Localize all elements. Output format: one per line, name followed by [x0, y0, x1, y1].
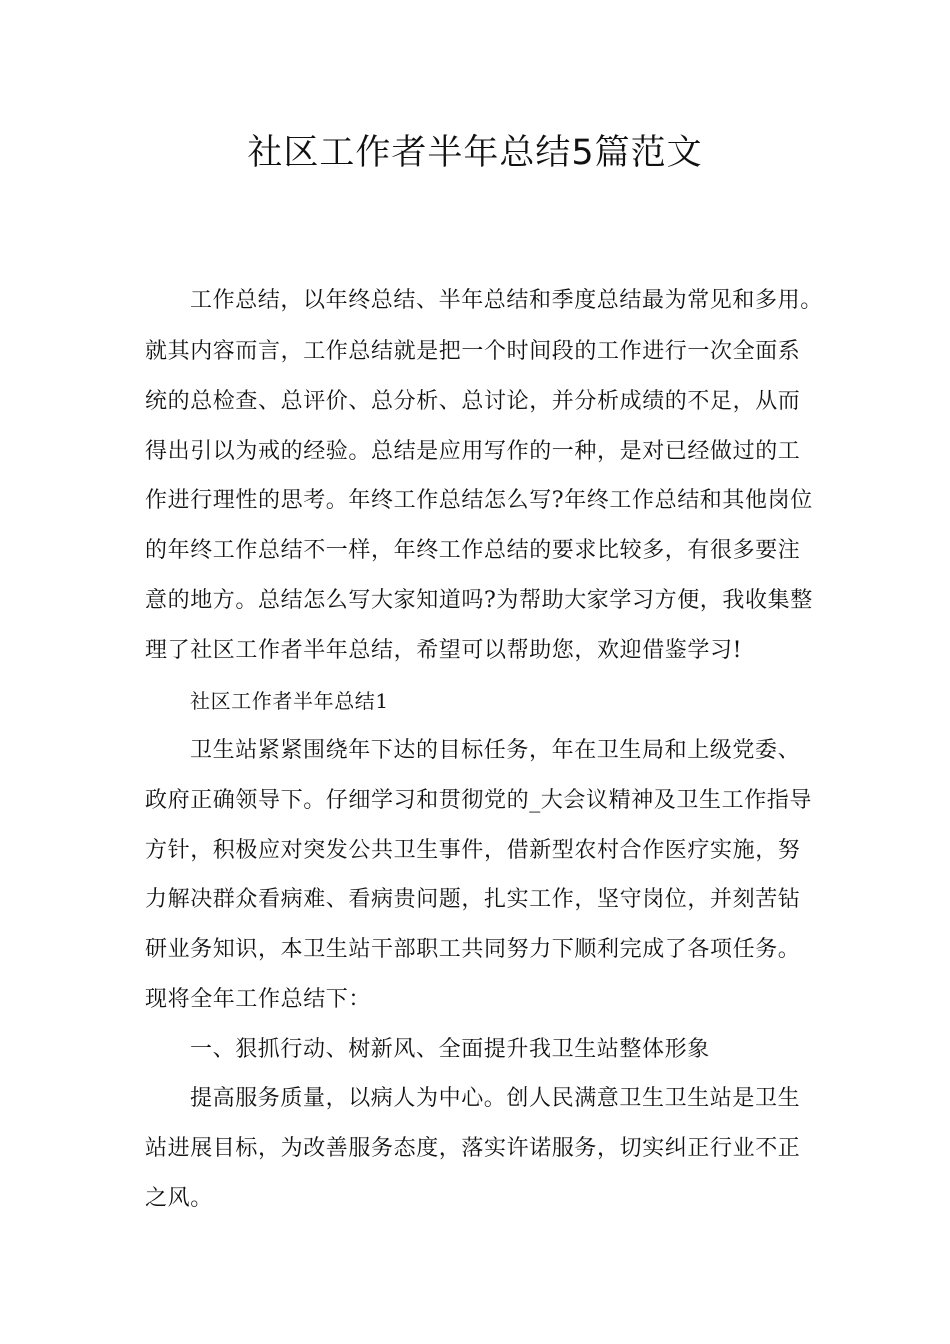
body-paragraph-line: 力解决群众看病难、看病贵问题，扎实工作，坚守岗位，并刻苦钻 — [145, 887, 801, 912]
document-title: 社区工作者半年总结5篇范文 — [247, 133, 703, 173]
section-heading: 社区工作者半年总结1 — [190, 689, 389, 713]
intro-paragraph-line: 得出引以为戒的经验。总结是应用写作的一种，是对已经做过的工 — [145, 439, 801, 464]
intro-paragraph-line: 统的总检查、总评价、总分析、总讨论，并分析成绩的不足，从而 — [145, 389, 801, 414]
intro-paragraph-line: 工作总结，以年终总结、半年总结和季度总结最为常见和多用。 — [190, 288, 823, 313]
body-paragraph-line: 卫生站紧紧围绕年下达的目标任务，年在卫生局和上级党委、 — [190, 738, 801, 763]
body-paragraph-line: 政府正确领导下。仔细学习和贯彻党的_大会议精神及卫生工作指导 — [145, 788, 813, 813]
body-paragraph-line: 研业务知识，本卫生站干部职工共同努力下顺利完成了各项任务。 — [145, 937, 801, 962]
intro-paragraph-line: 意的地方。总结怎么写大家知道吗?为帮助大家学习方便，我收集整 — [145, 588, 813, 613]
subsection-heading: 一、狠抓行动、树新风、全面提升我卫生站整体形象 — [190, 1037, 710, 1062]
intro-paragraph-line: 理了社区工作者半年总结，希望可以帮助您，欢迎借鉴学习! — [145, 638, 743, 663]
body-paragraph-line: 之风。 — [145, 1186, 213, 1211]
body-paragraph-line: 站进展目标，为改善服务态度，落实许诺服务，切实纠正行业不正 — [145, 1136, 801, 1161]
body-paragraph-line: 提高服务质量，以病人为中心。创人民满意卫生卫生站是卫生 — [190, 1086, 801, 1111]
intro-paragraph-line: 作进行理性的思考。年终工作总结怎么写?年终工作总结和其他岗位 — [145, 488, 813, 513]
intro-paragraph-line: 的年终工作总结不一样，年终工作总结的要求比较多，有很多要注 — [145, 538, 801, 563]
intro-paragraph-line: 就其内容而言，工作总结就是把一个时间段的工作进行一次全面系 — [145, 339, 801, 364]
body-paragraph-line: 方针，积极应对突发公共卫生事件，借新型农村合作医疗实施，努 — [145, 838, 801, 863]
body-paragraph-line: 现将全年工作总结下： — [145, 987, 372, 1012]
